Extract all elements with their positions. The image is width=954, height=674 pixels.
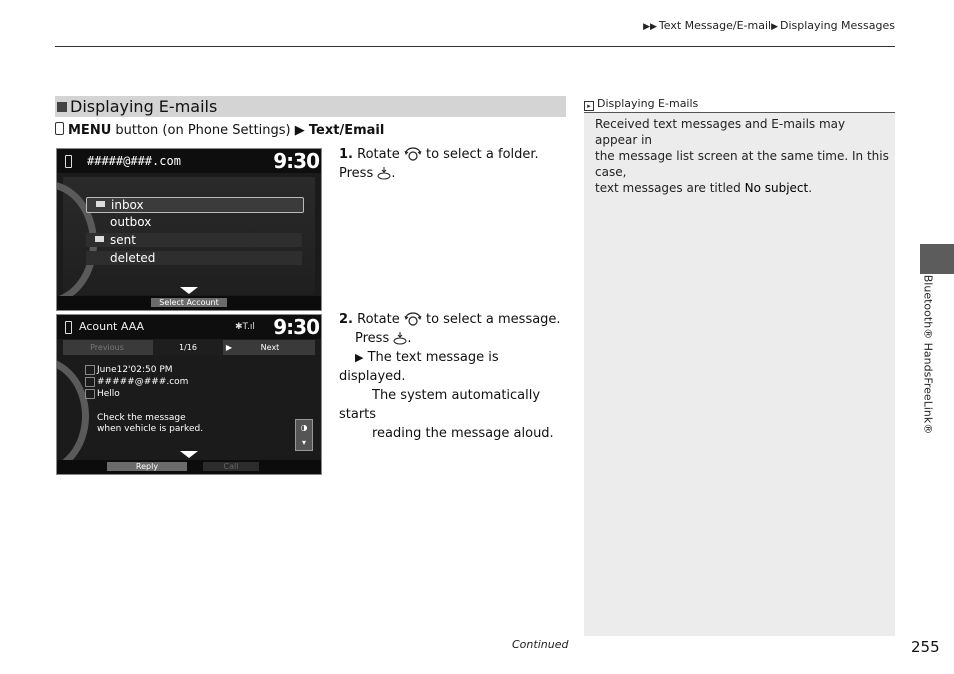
chapter-label: Bluetooth® HandsFreeLink®: [921, 274, 935, 435]
arrow-icon: ▶: [225, 343, 233, 352]
square-bullet-icon: [57, 102, 67, 112]
folder-row-sent[interactable]: sent: [86, 233, 302, 247]
page-number: 255: [911, 638, 940, 656]
arrow-icon: ▶: [294, 123, 305, 138]
screen-bottom-bar: [57, 460, 321, 474]
folder-row-deleted[interactable]: deleted: [86, 251, 302, 265]
phone-icon: [65, 155, 72, 168]
previous-tab[interactable]: Previous: [90, 343, 124, 352]
envelope-icon: [95, 236, 104, 242]
breadcrumb-part2: Displaying Messages: [780, 19, 895, 32]
subject-icon: [85, 389, 95, 399]
folder-row-inbox[interactable]: inbox: [86, 197, 304, 213]
sender-icon: [85, 377, 95, 387]
header-rule: [55, 46, 895, 47]
scroll-down-icon: [180, 451, 198, 458]
call-button[interactable]: Call: [203, 462, 259, 471]
nav-target: Text/Email: [308, 123, 385, 138]
step-1: 1. Rotate to select a folder. Press .: [339, 147, 539, 181]
navigation-path: [55, 122, 384, 139]
nav-mid: button (on Phone Settings): [115, 123, 291, 138]
message-date: June12'02:50 PM: [97, 365, 173, 375]
continued-label: Continued: [512, 638, 569, 651]
note-body: Received text messages and E-mails may appear in the message list screen at the same time. In this case, text messages are titled No subject.: [595, 117, 889, 195]
date-icon: [85, 365, 95, 375]
section-heading: [55, 96, 566, 117]
select-account-button[interactable]: Select Account: [151, 298, 227, 307]
clock: 9:30: [273, 315, 319, 339]
message-screen: [56, 314, 322, 475]
envelope-icon: [96, 201, 105, 207]
message-sender: #####@###.com: [97, 377, 189, 387]
clock: 9:30: [273, 149, 319, 173]
breadcrumb-part1: Text Message/E-mail: [658, 19, 772, 32]
reply-button[interactable]: Reply: [107, 462, 187, 471]
section-title: Displaying E-mails: [70, 97, 218, 116]
folder-row-outbox[interactable]: outbox: [110, 215, 152, 229]
read-aloud-button[interactable]: ◑ ▾: [295, 419, 313, 451]
folder-screen: [56, 148, 322, 311]
press-knob-icon: [377, 166, 391, 180]
warning-line-2: when vehicle is parked.: [97, 424, 204, 434]
account-label: #####@###.com: [87, 154, 181, 168]
note-icon: ▸: [584, 101, 594, 111]
bluetooth-signal-icon: ✱T.ıl: [235, 322, 255, 332]
scroll-down-icon: [180, 287, 198, 294]
message-count: 1/16: [153, 340, 223, 355]
next-tab[interactable]: Next: [260, 343, 280, 352]
press-knob-icon: [393, 331, 407, 345]
message-tabbar: [63, 340, 315, 355]
phone-icon: [65, 321, 72, 334]
chapter-tab: [920, 244, 954, 274]
arrow-icon: ▶: [771, 22, 778, 32]
breadcrumb: [643, 19, 895, 32]
warning-line-1: Check the message: [97, 413, 186, 423]
double-arrow-icon: ▶▶: [643, 22, 657, 32]
step-2: 2. Rotate to select a message. Press . ▶ The text message is displayed. The system automatically starts reading the message aloud.: [339, 312, 561, 441]
rotate-knob-icon: [404, 147, 422, 161]
account-label: Acount AAA: [79, 320, 145, 333]
rotate-knob-icon: [404, 312, 422, 326]
note-heading: ▸ Displaying E-mails: [584, 96, 895, 113]
message-subject: Hello: [97, 389, 120, 399]
result-arrow-icon: ▶: [355, 351, 364, 364]
menu-label: MENU: [68, 123, 112, 138]
home-icon: [55, 122, 64, 135]
